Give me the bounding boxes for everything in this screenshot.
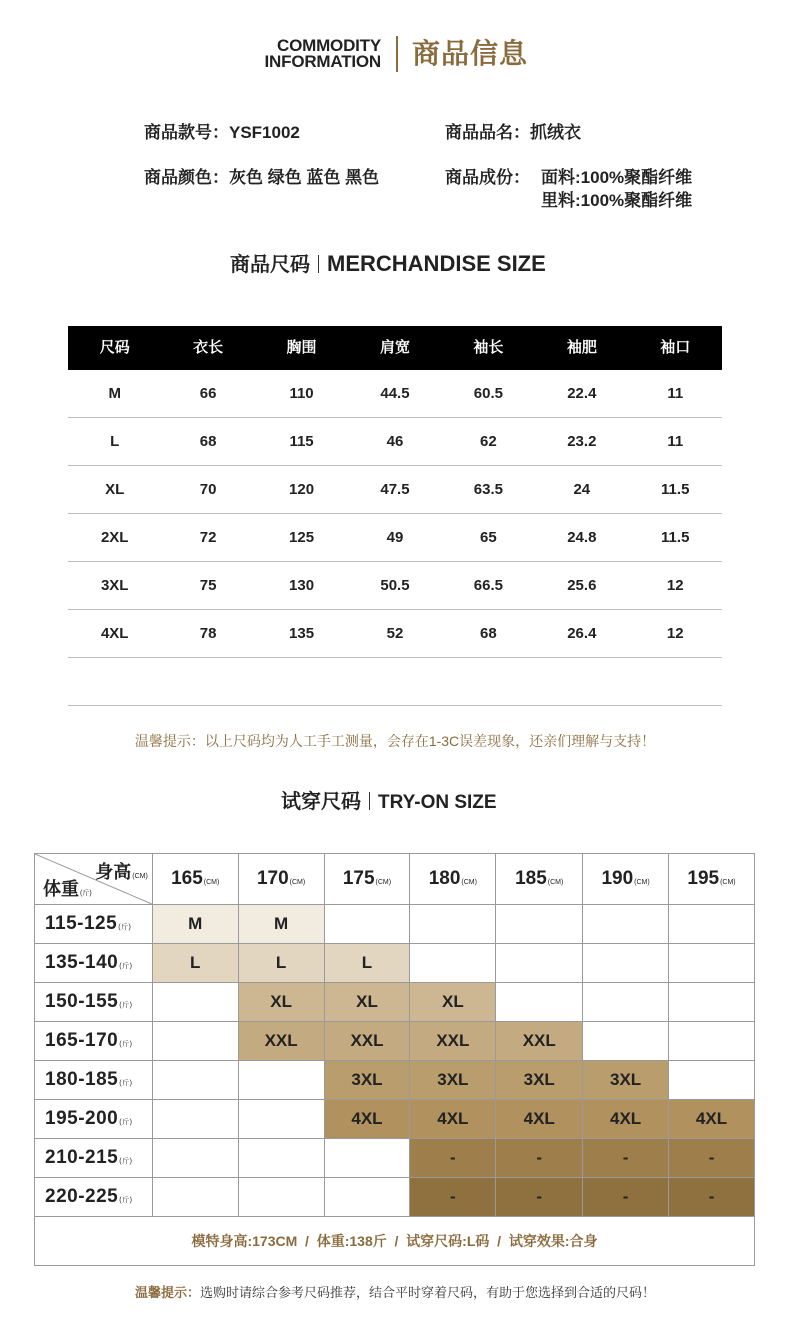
header-cell: 袖长 xyxy=(473,339,504,356)
model-info: 模特身高:173CM / 体重:138斤 / 试穿尺码:L码 / 试穿效果:合身 xyxy=(35,1217,755,1266)
size-cell: XXL xyxy=(496,1022,583,1061)
size-cell: 4XL xyxy=(583,1100,669,1139)
weight-label-cell xyxy=(35,905,153,944)
size-cell: 4XL xyxy=(324,1100,410,1139)
unit-label: (斤) xyxy=(119,1158,133,1165)
size-cell xyxy=(238,1178,324,1217)
size-cell: L xyxy=(152,944,238,983)
unit-label: (斤) xyxy=(119,1002,133,1009)
size-cell xyxy=(238,1061,324,1100)
unit-label: (CM) xyxy=(132,873,148,880)
table-cell: 23.2 xyxy=(567,433,597,450)
size-cell: - xyxy=(496,1178,583,1217)
table-cell: 4XL xyxy=(100,625,129,642)
size-cell: 3XL xyxy=(324,1061,410,1100)
unit-label: (斤) xyxy=(119,963,133,970)
table-row xyxy=(68,370,722,418)
header-cell: 袖口 xyxy=(660,339,691,356)
unit-label: (斤) xyxy=(119,1041,133,1048)
measurement-tip: 温馨提示：以上尺码均为人工手工测量，会存在1-3C误差现象，还亲们理解与支持！ xyxy=(134,733,656,749)
weight-label-cell xyxy=(35,1022,153,1061)
table-cell: 120 xyxy=(289,481,315,498)
info-composition-lining: 里料:100%聚酯纤维 xyxy=(541,191,693,210)
size-cell xyxy=(152,1178,238,1217)
size-cell xyxy=(324,1139,410,1178)
size-cell xyxy=(324,1178,410,1217)
weight-row xyxy=(35,1100,755,1139)
height-value: 165 xyxy=(171,868,203,889)
weight-label-cell xyxy=(35,1061,153,1100)
sizing-advice-lead: 温馨提示： xyxy=(134,1285,200,1300)
header-cell: 尺码 xyxy=(99,339,130,356)
table-cell: 66.5 xyxy=(473,577,503,594)
table-cell: 130 xyxy=(289,577,315,594)
table-cell: 26.4 xyxy=(567,625,597,642)
size-cell xyxy=(583,944,669,983)
size-cell xyxy=(669,983,755,1022)
size-cell xyxy=(152,1061,238,1100)
page-header xyxy=(0,36,790,76)
size-cell: M xyxy=(152,905,238,944)
unit-label: (CM) xyxy=(461,879,477,886)
weight-value: 210-215 xyxy=(45,1147,119,1168)
size-cell: L xyxy=(238,944,324,983)
weight-label-cell xyxy=(35,983,153,1022)
height-header-row xyxy=(35,854,755,905)
table-cell: 70 xyxy=(199,481,217,498)
size-cell xyxy=(152,1022,238,1061)
size-cell xyxy=(410,905,496,944)
table-cell: 62 xyxy=(480,433,497,450)
size-section-title xyxy=(230,251,546,278)
table-cell: 25.6 xyxy=(567,577,597,594)
table-row xyxy=(68,466,722,514)
table-cell: 11.5 xyxy=(661,529,690,546)
size-cell xyxy=(152,1139,238,1178)
size-cell: - xyxy=(669,1139,755,1178)
height-header-cell xyxy=(324,854,410,905)
table-cell: 11 xyxy=(667,433,684,450)
sizing-advice-tip xyxy=(0,1282,790,1301)
height-value: 175 xyxy=(342,868,375,889)
info-colors: 商品颜色：灰色 绿色 蓝色 黑色 xyxy=(144,168,380,187)
size-cell: XXL xyxy=(410,1022,496,1061)
weight-row xyxy=(35,1022,755,1061)
table-cell: 2XL xyxy=(100,529,129,546)
unit-label: (斤) xyxy=(119,1197,133,1204)
weight-label-cell xyxy=(35,1100,153,1139)
size-cell: - xyxy=(583,1178,669,1217)
table-row xyxy=(68,610,722,658)
size-cell xyxy=(583,905,669,944)
weight-row xyxy=(35,905,755,944)
size-cell xyxy=(669,944,755,983)
weight-value: 180-185 xyxy=(45,1069,119,1090)
info-composition-shell: 面料:100%聚酯纤维 xyxy=(541,168,693,187)
size-cell xyxy=(496,983,583,1022)
tryon-section-title-en: TRY-ON SIZE xyxy=(378,792,497,813)
table-row xyxy=(68,562,722,610)
grid-corner-cell xyxy=(35,854,153,905)
weight-row xyxy=(35,944,755,983)
table-cell: 65 xyxy=(480,529,497,546)
table-row xyxy=(68,418,722,466)
table-cell: 125 xyxy=(289,529,315,546)
size-cell xyxy=(152,983,238,1022)
table-cell: 110 xyxy=(289,385,314,402)
table-cell: 72 xyxy=(199,529,217,546)
info-composition-label: 商品成份： xyxy=(445,168,530,187)
table-cell: 49 xyxy=(386,529,404,546)
table-cell: 78 xyxy=(199,625,217,642)
tryon-size-grid xyxy=(34,853,755,1266)
size-cell: - xyxy=(410,1178,496,1217)
size-cell xyxy=(324,905,410,944)
weight-value: 165-170 xyxy=(45,1030,119,1051)
size-cell: 3XL xyxy=(410,1061,496,1100)
header-en-line-2: INFORMATION xyxy=(264,52,381,71)
corner-weight-text: 体重 xyxy=(43,879,79,899)
size-cell: - xyxy=(583,1139,669,1178)
size-cell: - xyxy=(669,1178,755,1217)
unit-label: (CM) xyxy=(547,879,564,886)
model-info-row xyxy=(35,1217,755,1266)
size-cell xyxy=(496,944,583,983)
table-cell: 68 xyxy=(480,625,497,642)
table-cell: 3XL xyxy=(100,577,129,594)
height-header-cell xyxy=(583,854,669,905)
table-cell: 22.4 xyxy=(567,385,597,402)
unit-label: (斤) xyxy=(80,890,92,897)
table-cell: XL xyxy=(105,481,125,498)
size-cell: XXL xyxy=(324,1022,410,1061)
size-cell: L xyxy=(324,944,410,983)
size-cell: M xyxy=(238,905,324,944)
size-cell xyxy=(238,1139,324,1178)
table-cell: L xyxy=(110,433,120,450)
table-blank-row xyxy=(68,658,722,706)
height-value: 170 xyxy=(256,868,289,889)
corner-height-text: 身高 xyxy=(95,862,132,882)
size-cell: XL xyxy=(324,983,410,1022)
size-cell: 3XL xyxy=(583,1061,669,1100)
header-cell: 胸围 xyxy=(286,339,317,356)
weight-value: 220-225 xyxy=(45,1186,119,1207)
weight-row xyxy=(35,983,755,1022)
table-cell: 68 xyxy=(199,433,217,450)
header-cell: 衣长 xyxy=(193,339,224,356)
height-header-cell xyxy=(496,854,583,905)
tryon-section-title-cn: 试穿尺码 xyxy=(281,791,361,813)
table-cell: 12 xyxy=(666,625,684,642)
info-style-number: 商品款号：YSF1002 xyxy=(144,123,300,142)
size-cell: XL xyxy=(410,983,496,1022)
height-value: 195 xyxy=(687,868,720,889)
table-cell: 12 xyxy=(666,577,684,594)
weight-label-cell xyxy=(35,944,153,983)
header-divider xyxy=(396,36,398,72)
info-product-name: 商品品名：抓绒衣 xyxy=(445,123,581,142)
size-cell xyxy=(669,1061,755,1100)
header-cell: 袖肥 xyxy=(566,339,597,356)
table-cell: 11.5 xyxy=(661,481,690,498)
tryon-section-title xyxy=(281,789,497,816)
height-header-cell xyxy=(669,854,755,905)
weight-row xyxy=(35,1139,755,1178)
table-cell: M xyxy=(108,385,121,402)
table-cell: 52 xyxy=(386,625,404,642)
sizing-advice-text: 选购时请综合参考尺码推荐，结合平时穿着尺码，有助于您选择到合适的尺码！ xyxy=(200,1285,656,1300)
unit-label: (斤) xyxy=(119,1080,133,1087)
size-table-header xyxy=(68,326,722,370)
corner-height-label xyxy=(95,858,148,884)
header-en-line-1: COMMODITY xyxy=(277,36,381,55)
height-header-cell xyxy=(238,854,324,905)
title-divider xyxy=(369,792,370,810)
size-cell: 4XL xyxy=(410,1100,496,1139)
corner-weight-label xyxy=(43,875,92,901)
table-cell: 44.5 xyxy=(380,385,410,402)
table-row xyxy=(68,514,722,562)
weight-value: 150-155 xyxy=(45,991,119,1012)
size-cell: - xyxy=(410,1139,496,1178)
header-english-title xyxy=(236,38,381,70)
size-cell: XXL xyxy=(238,1022,324,1061)
size-cell xyxy=(669,905,755,944)
unit-label: (斤) xyxy=(118,924,132,931)
table-cell: 11 xyxy=(667,385,684,402)
size-cell: 3XL xyxy=(496,1061,583,1100)
table-cell: 24.8 xyxy=(567,529,597,546)
size-cell: - xyxy=(496,1139,583,1178)
size-cell: XL xyxy=(238,983,324,1022)
size-cell xyxy=(583,1022,669,1061)
weight-row xyxy=(35,1061,755,1100)
size-section-title-en: MERCHANDISE SIZE xyxy=(327,251,546,276)
weight-label-cell xyxy=(35,1178,153,1217)
unit-label: (CM) xyxy=(375,879,392,886)
weight-label-cell xyxy=(35,1139,153,1178)
size-cell xyxy=(669,1022,755,1061)
table-cell: 135 xyxy=(289,625,315,642)
table-cell: 50.5 xyxy=(380,577,410,594)
table-cell: 63.5 xyxy=(473,481,503,498)
unit-label: (CM) xyxy=(634,879,650,886)
size-section-title-cn: 商品尺码 xyxy=(230,254,310,276)
unit-label: (CM) xyxy=(203,879,220,886)
weight-value: 135-140 xyxy=(45,952,119,973)
table-cell: 46 xyxy=(386,433,404,450)
size-cell xyxy=(583,983,669,1022)
size-cell xyxy=(410,944,496,983)
weight-value: 195-200 xyxy=(45,1108,119,1129)
size-cell xyxy=(238,1100,324,1139)
unit-label: (CM) xyxy=(289,879,306,886)
size-cell: 4XL xyxy=(496,1100,583,1139)
size-table xyxy=(68,326,722,706)
header-cell: 肩宽 xyxy=(379,339,410,356)
height-value: 190 xyxy=(601,868,634,889)
size-cell xyxy=(152,1100,238,1139)
height-value: 185 xyxy=(515,868,547,889)
title-divider xyxy=(318,255,319,273)
height-header-cell xyxy=(152,854,238,905)
size-cell: 4XL xyxy=(669,1100,755,1139)
table-cell: 47.5 xyxy=(380,481,410,498)
table-cell: 115 xyxy=(289,433,314,450)
weight-row xyxy=(35,1178,755,1217)
header-chinese-title: 商品信息 xyxy=(412,38,529,69)
unit-label: (CM) xyxy=(720,879,736,886)
height-header-cell xyxy=(410,854,496,905)
unit-label: (斤) xyxy=(119,1119,133,1126)
size-cell xyxy=(496,905,583,944)
table-cell: 75 xyxy=(199,577,217,594)
table-cell: 66 xyxy=(199,385,217,402)
table-cell: 60.5 xyxy=(473,385,503,402)
weight-value: 115-125 xyxy=(45,913,118,934)
table-cell: 24 xyxy=(573,481,591,498)
height-value: 180 xyxy=(428,868,461,889)
